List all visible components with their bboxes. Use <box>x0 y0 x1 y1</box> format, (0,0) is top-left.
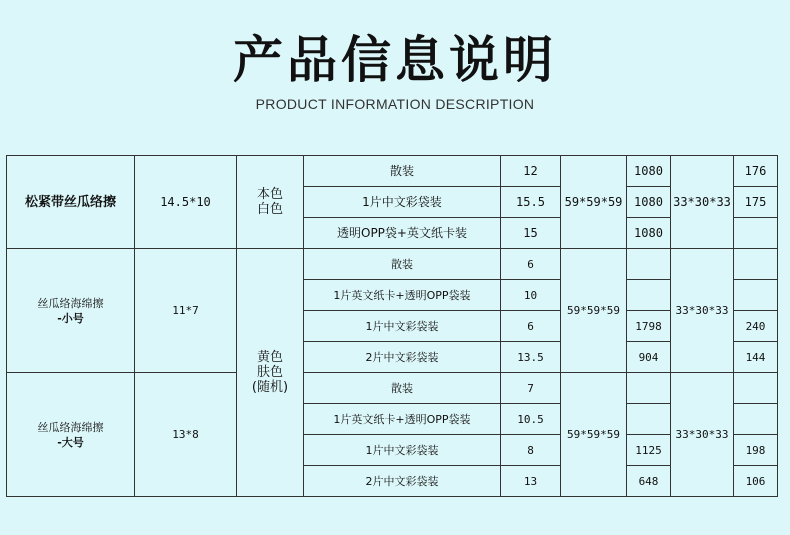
qty-cell <box>627 249 671 280</box>
carton-size-cell: 59*59*59 <box>561 156 627 249</box>
qty-cell <box>627 280 671 311</box>
boxes-cell <box>734 373 778 404</box>
size-cell: 11*7 <box>135 249 237 373</box>
weight-cell: 12 <box>501 156 561 187</box>
box-size-cell: 33*30*33 <box>671 249 734 373</box>
product-name-cell <box>7 156 135 249</box>
product-name: 松紧带丝瓜络擦 <box>24 194 116 210</box>
boxes-cell <box>734 280 778 311</box>
weight-cell: 6 <box>501 249 561 280</box>
carton-size-cell: 59*59*59 <box>561 249 627 373</box>
table-row <box>7 373 778 404</box>
weight-cell: 8 <box>501 435 561 466</box>
size-cell: 14.5*10 <box>135 156 237 249</box>
weight-cell: 7 <box>501 373 561 404</box>
size-cell: 13*8 <box>135 373 237 497</box>
weight-cell: 13.5 <box>501 342 561 373</box>
package-cell: 1片中文彩袋装 <box>304 311 501 342</box>
boxes-cell: 144 <box>734 342 778 373</box>
page-title: 产品信息说明 <box>233 31 557 89</box>
weight-cell: 13 <box>501 466 561 497</box>
package-cell: 透明OPP袋+英文纸卡装 <box>304 218 501 249</box>
package-cell: 散装 <box>304 156 501 187</box>
qty-cell: 648 <box>627 466 671 497</box>
package-cell: 散装 <box>304 249 501 280</box>
boxes-cell <box>734 249 778 280</box>
package-cell: 1片中文彩袋装 <box>304 435 501 466</box>
package-cell: 2片中文彩袋装 <box>304 342 501 373</box>
shared-color-cell: 黄色 肤色 (随机) <box>237 249 304 497</box>
package-cell: 1片英文纸卡+透明OPP袋装 <box>304 280 501 311</box>
table-row <box>7 156 778 187</box>
qty-cell <box>627 373 671 404</box>
boxes-cell <box>734 404 778 435</box>
weight-cell: 10 <box>501 280 561 311</box>
box-size-cell: 33*30*33 <box>671 156 734 249</box>
weight-cell: 10.5 <box>501 404 561 435</box>
carton-size-cell: 59*59*59 <box>561 373 627 497</box>
product-name-cell: 丝瓜络海绵擦 -大号 <box>7 373 135 497</box>
weight-cell: 15.5 <box>501 187 561 218</box>
package-cell: 1片英文纸卡+透明OPP袋装 <box>304 404 501 435</box>
qty-cell: 1125 <box>627 435 671 466</box>
product-name-cell: 丝瓜络海绵擦 -小号 <box>7 249 135 373</box>
qty-cell: 1798 <box>627 311 671 342</box>
weight-cell: 15 <box>501 218 561 249</box>
boxes-cell: 175 <box>734 187 778 218</box>
package-cell: 2片中文彩袋装 <box>304 466 501 497</box>
package-cell: 1片中文彩袋装 <box>304 187 501 218</box>
qty-cell: 904 <box>627 342 671 373</box>
boxes-cell <box>734 218 778 249</box>
qty-cell: 1080 <box>627 187 671 218</box>
weight-cell: 6 <box>501 311 561 342</box>
qty-cell: 1080 <box>627 218 671 249</box>
boxes-cell: 240 <box>734 311 778 342</box>
qty-cell <box>627 404 671 435</box>
qty-cell: 1080 <box>627 156 671 187</box>
page-subtitle: PRODUCT INFORMATION DESCRIPTION <box>255 96 535 112</box>
color-cell: 本色 白色 <box>237 156 304 249</box>
package-cell: 散装 <box>304 373 501 404</box>
boxes-cell: 198 <box>734 435 778 466</box>
table-row <box>7 249 778 280</box>
boxes-cell: 176 <box>734 156 778 187</box>
product-info-table <box>6 155 778 497</box>
box-size-cell: 33*30*33 <box>671 373 734 497</box>
boxes-cell: 106 <box>734 466 778 497</box>
